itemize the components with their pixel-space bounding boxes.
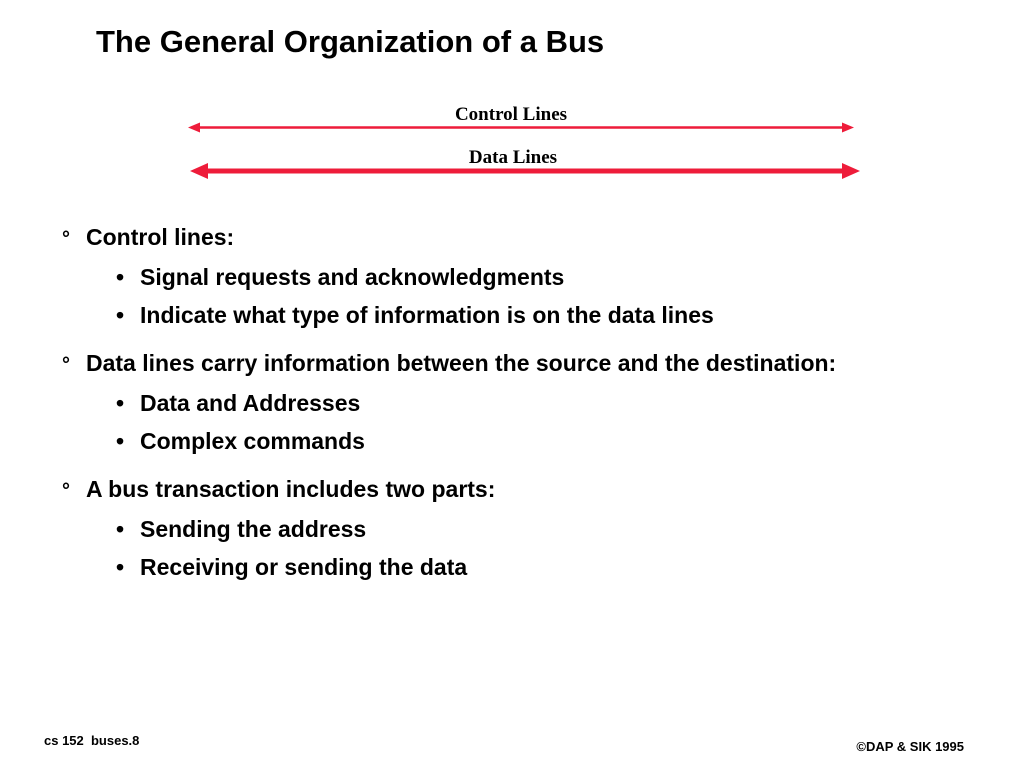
footer-copyright: ©DAP & SIK 1995 (856, 739, 964, 754)
degree-bullet-icon: ° (62, 480, 70, 502)
bullet-text: Complex commands (140, 428, 365, 454)
dot-bullet-icon: • (116, 554, 125, 580)
dot-bullet-icon: • (116, 264, 125, 290)
footer-course-label: cs 152 buses.8 (44, 733, 140, 748)
data-lines-right-head (842, 163, 860, 179)
data-lines-left-head (190, 163, 208, 179)
degree-bullet-icon: ° (62, 354, 70, 376)
dot-bullet-icon: • (116, 390, 125, 416)
bullet-text: Data and Addresses (140, 390, 361, 416)
bullet-text: Receiving or sending the data (140, 554, 468, 580)
bullet-level2 (116, 300, 1002, 330)
bullet-level1 (62, 222, 1002, 254)
bullet-list (62, 222, 1002, 600)
degree-bullet-icon: ° (62, 228, 70, 250)
bullet-level2 (116, 552, 1002, 582)
bullet-text: Sending the address (140, 516, 367, 542)
bullet-level2 (116, 514, 1002, 544)
bullet-level2 (116, 388, 1002, 418)
control-lines-right-head (842, 123, 854, 133)
data-lines-label: Data Lines (468, 147, 558, 168)
bullet-text: Control lines: (86, 224, 235, 250)
dot-bullet-icon: • (116, 428, 125, 454)
bullet-text: Data lines carry information between the source and the destination: (86, 350, 837, 376)
bus-diagram (0, 0, 1024, 200)
bullet-level2 (116, 262, 1002, 292)
bullet-level2 (116, 426, 1002, 456)
bullet-level1 (62, 348, 1002, 380)
control-lines-label: Control Lines (454, 104, 568, 125)
bullet-text: A bus transaction includes two parts: (86, 476, 496, 502)
dot-bullet-icon: • (116, 516, 125, 542)
bullet-group-data-lines (62, 348, 1002, 456)
bullet-text: Signal requests and acknowledgments (140, 264, 565, 290)
slide-title: The General Organization of a Bus (96, 24, 605, 59)
control-lines-left-head (188, 123, 200, 133)
dot-bullet-icon: • (116, 302, 125, 328)
bullet-level1 (62, 474, 1002, 506)
bullet-text: Indicate what type of information is on the data lines (140, 302, 714, 328)
bullet-group-control-lines (62, 222, 1002, 330)
bullet-group-bus-transaction (62, 474, 1002, 582)
